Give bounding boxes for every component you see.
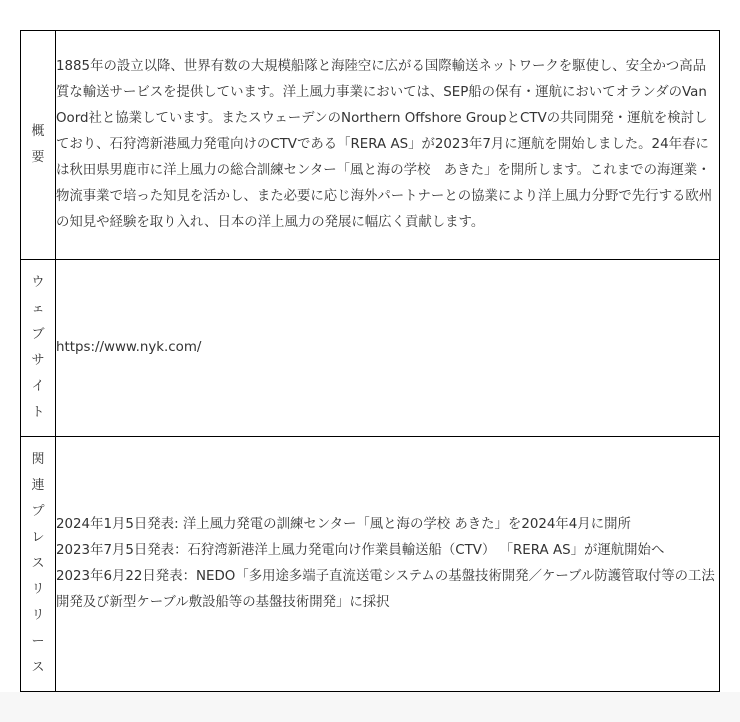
press-label <box>21 447 55 681</box>
press-release-link[interactable]: 2023年6月22日発表：NEDO「多用途多端子直流送電システムの基盤技術開発／ケーブル防護管取付等の工法開発及び新型ケーブル敷設船等の基盤技術開発」に採択 <box>56 569 715 610</box>
overview-label <box>21 119 55 171</box>
label-char: サ <box>31 353 45 368</box>
label-char: ブ <box>31 327 45 342</box>
label-char: リ <box>31 608 45 623</box>
table-row-website <box>21 260 720 437</box>
label-char: ェ <box>31 301 45 316</box>
label-char: 連 <box>31 478 45 493</box>
press-content-cell <box>56 437 720 692</box>
press-label-cell <box>21 437 56 692</box>
label-char: リ <box>31 582 45 597</box>
website-url[interactable]: https://www.nyk.com/ <box>56 340 202 355</box>
overview-text: 1885年の設立以降、世界有数の大規模船隊と海陸空に広がる国際輸送ネットワークを駆使し、安全かつ高品質な輸送サービスを提供しています。洋上風力事業においては、SEP船の保有・運航においてオランダのVan Oord社と協業しています。またスウェーデンのNorthern Offshore GroupとCTVの共同開発・運航を検討しており、石狩湾新港風力発電向けのCTVである「RERA AS」が2023年7月に運航を開始しました。24年春には秋田県男鹿市に洋上風力の総合訓練センター「風と海の学校 あきた」を開所します。これまでの海運業・物流事業で培った知見を活かし、また必要に応じ海外パートナーとの協業により洋上風力分野で先行する欧州の知見や経験を取り入れ、日本の洋上風力の発展に幅広く貢献します。 <box>56 59 713 230</box>
website-label-cell <box>21 260 56 437</box>
company-info-table <box>20 30 720 692</box>
label-char: ス <box>31 660 45 675</box>
overview-content-cell <box>56 31 720 260</box>
overview-label-cell <box>21 31 56 260</box>
label-char: プ <box>31 504 45 519</box>
label-char: ス <box>31 556 45 571</box>
table-row-overview <box>21 31 720 260</box>
label-char: 要 <box>31 150 45 165</box>
table-row-press-releases <box>21 437 720 692</box>
label-char: 概 <box>31 124 45 139</box>
label-char: ー <box>31 634 45 649</box>
press-release-link[interactable]: 2024年1月5日発表: 洋上風力発電の訓練センター「風と海の学校 あきた」を2024年4月に開所 <box>56 517 631 532</box>
label-char: イ <box>31 379 45 394</box>
press-release-link[interactable]: 2023年7月5日発表：石狩湾新港洋上風力発電向け作業員輸送船（CTV） 「RERA AS」が運航開始へ <box>56 543 665 558</box>
label-char: ト <box>31 405 45 420</box>
website-content-cell <box>56 260 720 437</box>
label-char: レ <box>31 530 45 545</box>
label-char: 関 <box>31 452 45 467</box>
label-char: ウ <box>31 275 45 290</box>
website-label <box>21 270 55 426</box>
